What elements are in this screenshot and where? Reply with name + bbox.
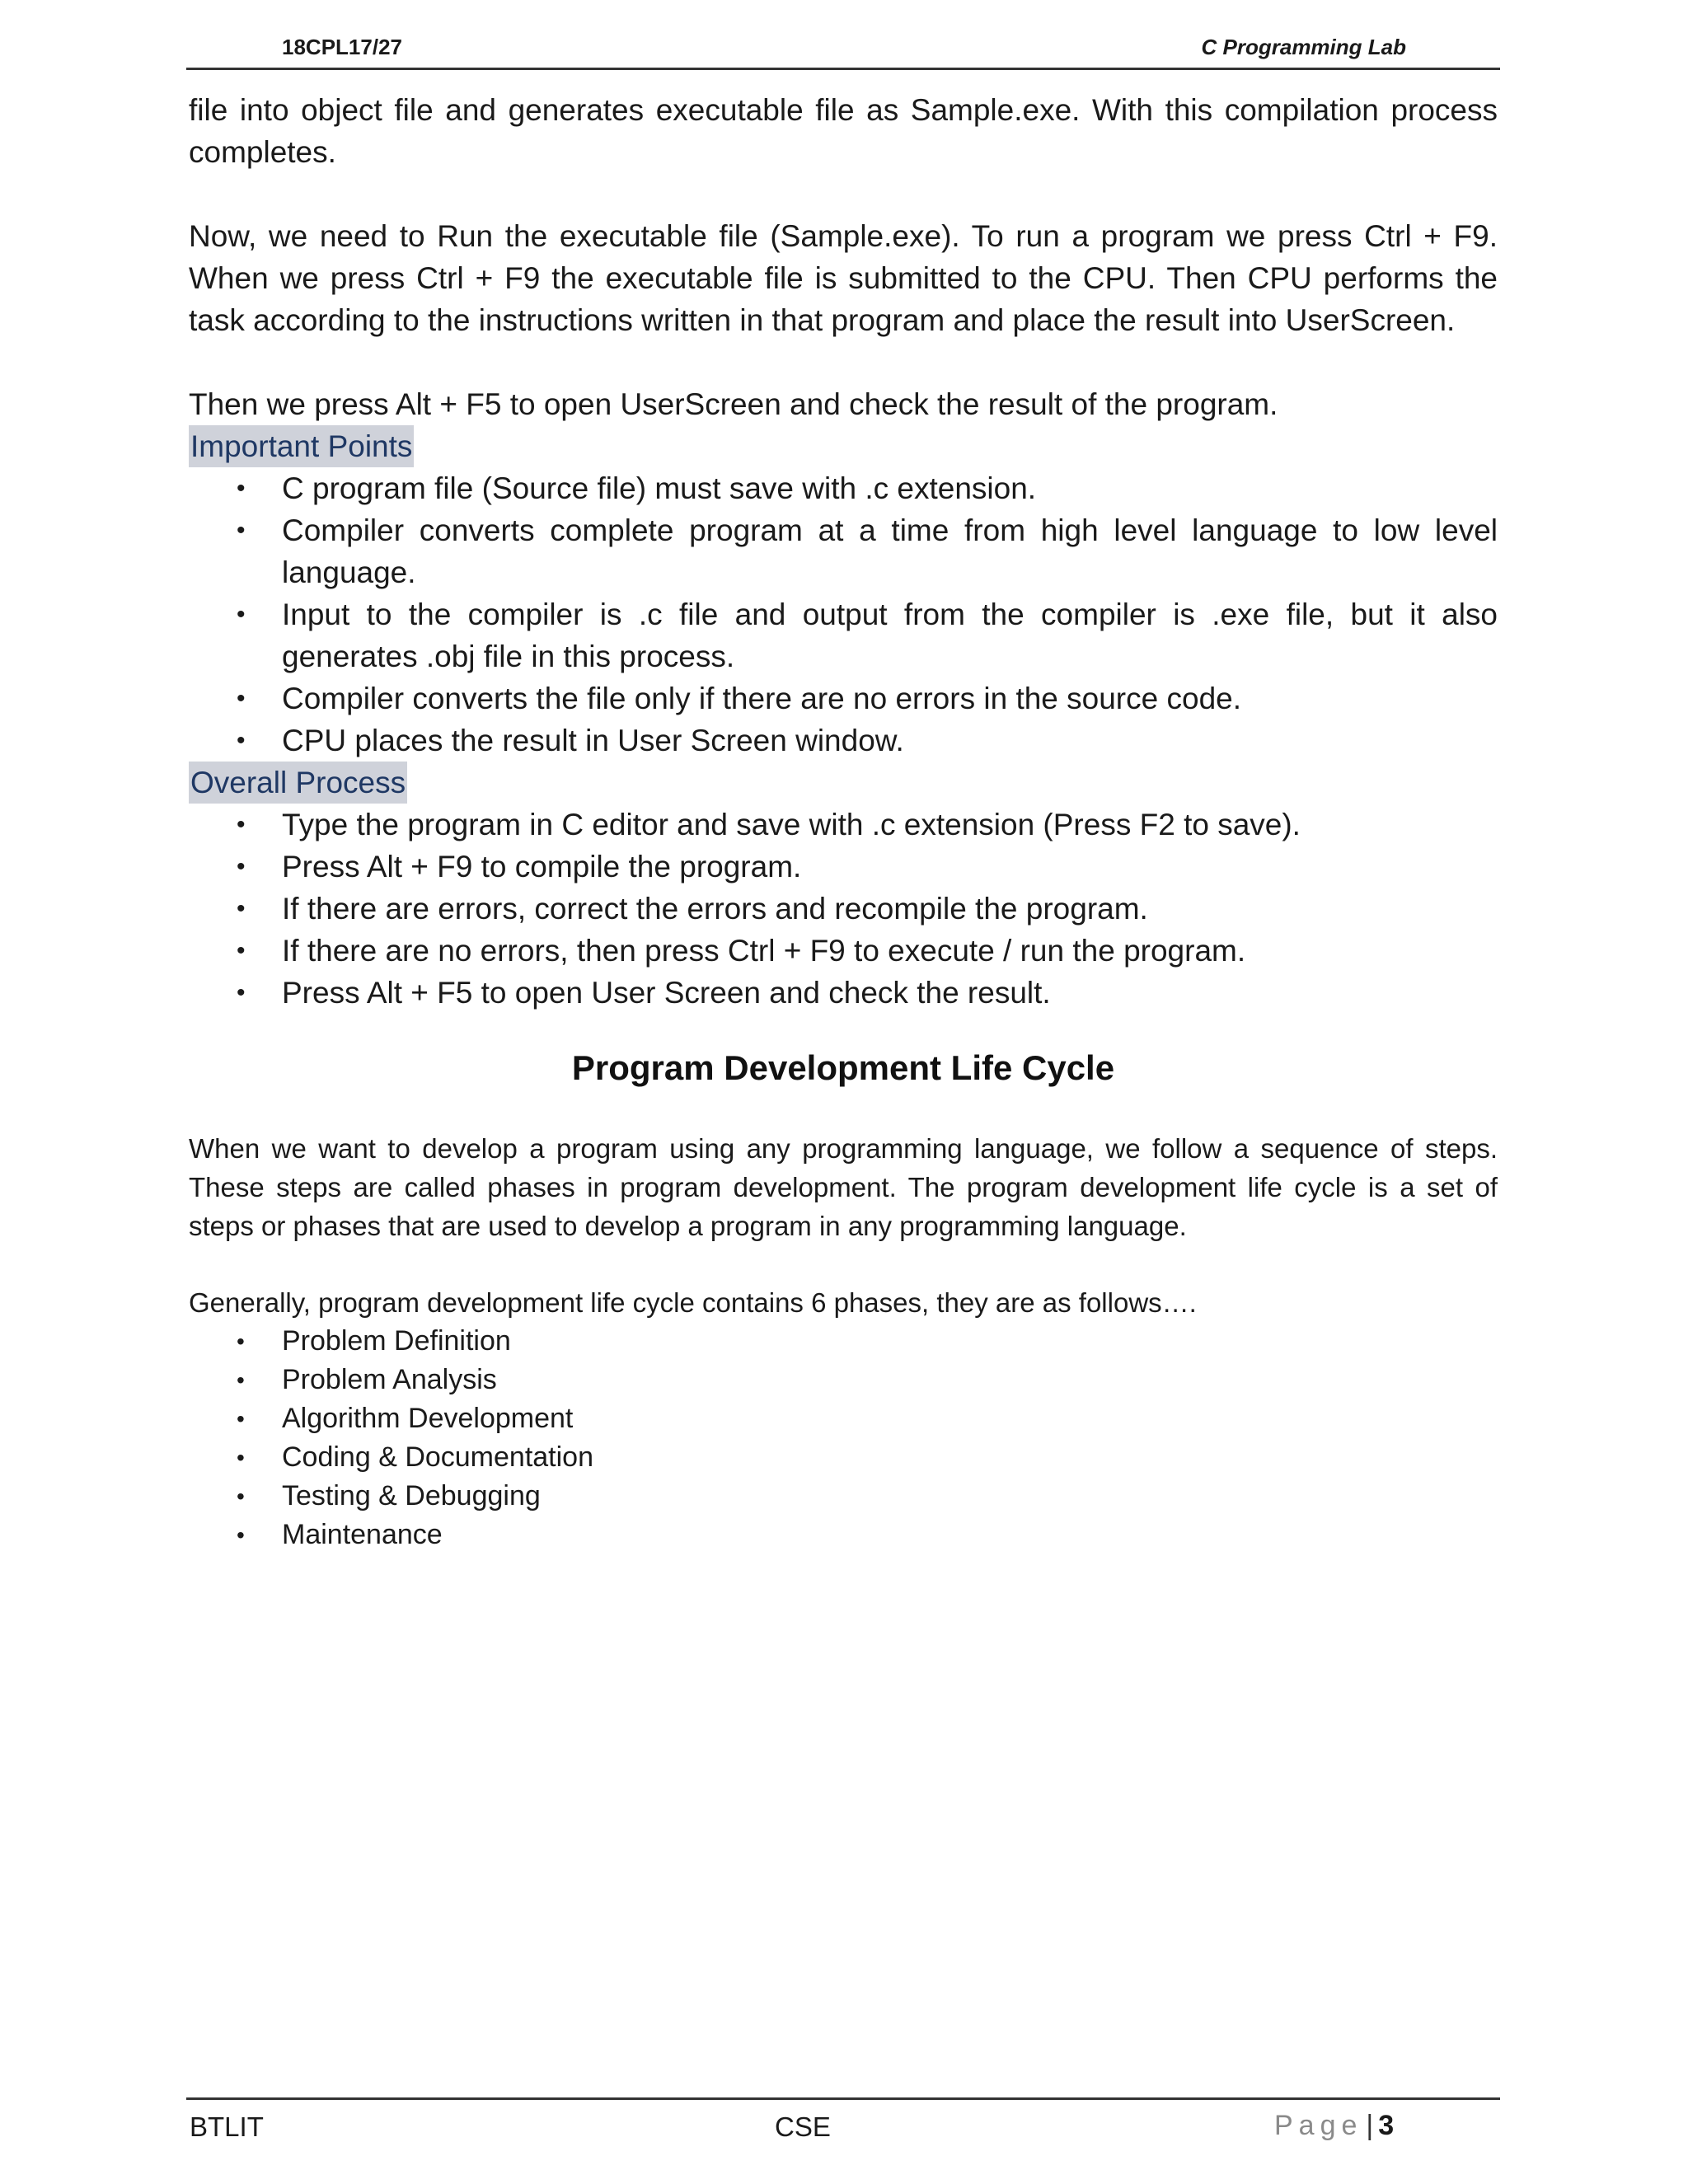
- list-item: • If there are errors, correct the errors and recompile the program.: [189, 888, 1498, 930]
- pdlc-paragraph-2: Generally, program development life cycle contains 6 phases, they are as follows….: [189, 1287, 1197, 1318]
- bullet-icon: •: [237, 1522, 245, 1548]
- section-title: Program Development Life Cycle: [571, 1048, 1115, 1087]
- list-item: • Type the program in C editor and save with .c extension (Press F2 to save).: [189, 804, 1498, 846]
- list-item: • CPU places the result in User Screen window.: [189, 719, 1498, 762]
- bullet-icon: •: [237, 811, 246, 838]
- bullet-icon: •: [237, 727, 246, 754]
- pdlc-paragraph-1: When we want to develop a program using any programming language, we follow a sequence of steps. These steps are called phases in program development. The program development life cycle is a set of steps or phases that are used to develop a program in any programming language.: [189, 1133, 1498, 1241]
- bullet-icon: •: [237, 685, 246, 712]
- page-separator: |: [1366, 2110, 1374, 2141]
- pdlc-phases-list: [189, 1322, 1498, 1554]
- intro-paragraph-2: Now, we need to Run the executable file (Sample.exe). To run a program we press Ctrl + F9. When we press Ctrl + F9 the executable file is submitted to the CPU. Then CPU performs the task according to the instructions written in that program and place the result into UserScreen.: [189, 219, 1498, 337]
- page-body: [189, 89, 1498, 1554]
- important-points-heading: Important Points: [189, 425, 414, 467]
- important-points-list: [189, 467, 1498, 762]
- overall-process-heading: Overall Process: [189, 762, 407, 804]
- course-code: 18CPL17/27: [282, 35, 402, 59]
- intro-paragraph-3: Then we press Alt + F5 to open UserScreen and check the result of the program.: [189, 387, 1278, 421]
- page-footer: [186, 2097, 1500, 2141]
- footer-institute: BTLIT: [190, 2111, 264, 2142]
- overall-process-section: [189, 762, 1498, 1014]
- page-number: 3: [1378, 2110, 1395, 2141]
- list-item: • If there are no errors, then press Ctrl + F9 to execute / run the program.: [189, 930, 1498, 972]
- bullet-icon: •: [237, 979, 246, 1006]
- list-item: • Problem Analysis: [189, 1361, 1498, 1399]
- list-item: • Coding & Documentation: [189, 1438, 1498, 1477]
- list-item: • Input to the compiler is .c file and output from the compiler is .exe file, but it also generates .obj file in this process.: [189, 593, 1498, 677]
- bullet-icon: •: [237, 517, 246, 544]
- overall-process-list: [189, 804, 1498, 1014]
- lab-name: C Programming Lab: [1201, 35, 1406, 59]
- list-item: • Compiler converts the file only if there are no errors in the source code.: [189, 677, 1498, 719]
- bullet-icon: •: [237, 475, 246, 502]
- intro-paragraph-1: file into object file and generates executable file as Sample.exe. With this compilation process completes.: [189, 93, 1498, 169]
- bullet-icon: •: [237, 1483, 245, 1509]
- list-item: • Algorithm Development: [189, 1399, 1498, 1438]
- bullet-icon: •: [237, 1367, 245, 1393]
- bullet-icon: •: [237, 853, 246, 880]
- page-header: [186, 31, 1500, 70]
- bullet-icon: •: [237, 1445, 245, 1470]
- list-item: • Maintenance: [189, 1516, 1498, 1554]
- important-points-section: [189, 425, 1498, 762]
- list-item: • Testing & Debugging: [189, 1477, 1498, 1516]
- list-item: • Compiler converts complete program at a time from high level language to low level language.: [189, 509, 1498, 593]
- bullet-icon: •: [237, 601, 246, 628]
- page-number-block: [1274, 2110, 1394, 2142]
- page-label: Page: [1274, 2110, 1363, 2141]
- list-item: • Press Alt + F5 to open User Screen and check the result.: [189, 972, 1498, 1014]
- bullet-icon: •: [237, 937, 246, 964]
- list-item: • Problem Definition: [189, 1322, 1498, 1361]
- list-item: • Press Alt + F9 to compile the program.: [189, 846, 1498, 888]
- footer-department: CSE: [775, 2111, 831, 2142]
- bullet-icon: •: [237, 1406, 245, 1432]
- list-item: • C program file (Source file) must save with .c extension.: [189, 467, 1498, 509]
- bullet-icon: •: [237, 1329, 245, 1354]
- bullet-icon: •: [237, 895, 246, 922]
